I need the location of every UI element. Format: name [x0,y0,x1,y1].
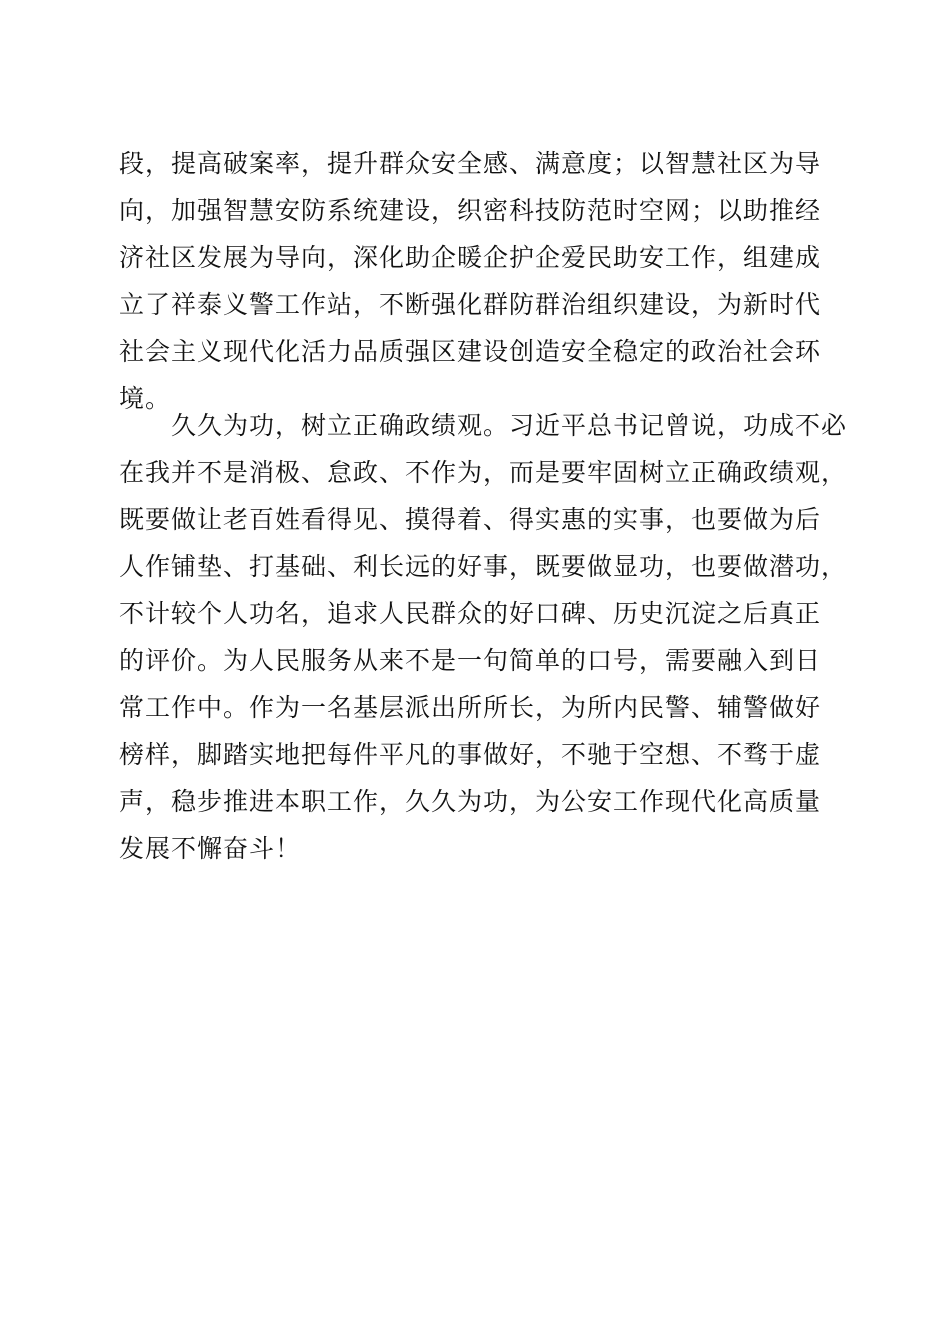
text-line: 的评价。为人民服务从来不是一句简单的口号，需要融入到日 [119,646,822,675]
text-line: 济社区发展为导向，深化助企暖企护企爱民助安工作，组建成 [119,243,822,272]
text-line: 久久为功，树立正确政绩观。习近平总书记曾说，功成不必 [119,411,848,440]
text-line: 榜样，脚踏实地把每件平凡的事做好，不驰于空想、不骛于虚 [119,740,822,769]
text-line: 不计较个人功名，追求人民群众的好口碑、历史沉淀之后真正 [119,599,822,628]
text-line: 发展不懈奋斗！ [119,834,302,863]
text-line: 既要做让老百姓看得见、摸得着、得实惠的实事，也要做为后 [119,505,822,534]
paragraph-continued [119,140,839,422]
text-line: 在我并不是消极、怠政、不作为，而是要牢固树立正确政绩观， [119,458,848,487]
text-line: 向，加强智慧安防系统建设，织密科技防范时空网；以助推经 [119,196,822,225]
paragraph-long-term-effort [119,402,848,872]
text-line: 境。 [119,384,172,413]
text-line: 常工作中。作为一名基层派出所所长，为所内民警、辅警做好 [119,693,822,722]
text-line: 声，稳步推进本职工作，久久为功，为公安工作现代化高质量 [119,787,822,816]
text-line: 立了祥泰义警工作站，不断强化群防群治组织建设，为新时代 [119,290,822,319]
text-line: 段，提高破案率，提升群众安全感、满意度；以智慧社区为导 [119,149,822,178]
text-line: 社会主义现代化活力品质强区建设创造安全稳定的政治社会环 [119,337,822,366]
text-line: 人作铺垫、打基础、利长远的好事，既要做显功，也要做潜功， [119,552,848,581]
